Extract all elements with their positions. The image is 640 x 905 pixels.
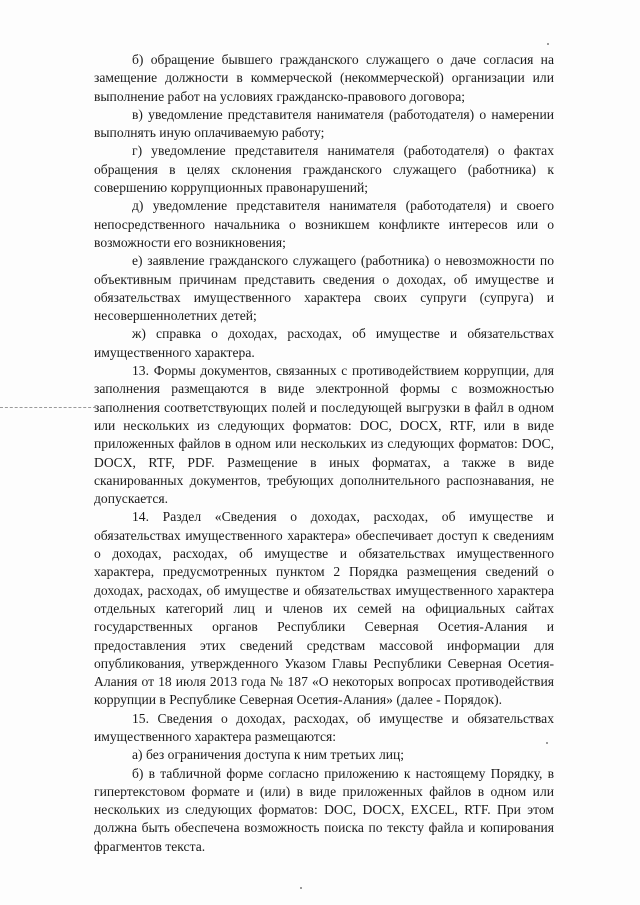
clause-13: 13. Формы документов, связанных с противодействием коррупции, для заполнения размещаются в виде электронной формы с возможностью заполнения соответствующих полей и последующей выгрузки в файл в одном или нескольких из следующих форматов: DOC, DOCX, RTF, или в виде приложенных файлов в одном или нескольких из следующих форматов: DOC, DOCX, RTF, PDF. Размещение в иных форматах, а также в виде сканированных документов, требующих дополнительного распознавания, не допускается. — [94, 363, 554, 507]
item-b-appeal: б) обращение бывшего гражданского служащего о даче согласия на замещение должности в коммерческой (некоммерческой) организации или выполнение работ на условиях гражданско-правового договора; — [94, 52, 554, 104]
clause-15-item-a: а) без ограничения доступа к ним третьих лиц; — [132, 747, 405, 763]
scan-artifact-line — [0, 407, 96, 408]
item-e-statement: е) заявление гражданского служащего (работника) о невозможности по объективным причинам представить сведения о доходах, об имуществе и обязательствах имущественного характера своих супруги (супруга) и несовершеннолетних детей; — [94, 253, 554, 324]
item-zh-certificate: ж) справка о доходах, расходах, об имуществе и обязательствах имущественного характера. — [94, 326, 554, 360]
clause-15: 15. Сведения о доходах, расходах, об имуществе и обязательствах имущественного характера размещаются: — [94, 710, 554, 744]
document-body — [94, 51, 554, 856]
scan-artifact-dot — [547, 43, 549, 45]
item-v-notice-other-work: в) уведомление представителя нанимателя (работодателя) о намерении выполнять иную оплачиваемую работу; — [94, 106, 554, 141]
scan-artifact-dot — [300, 887, 302, 889]
clause-15-item-b: б) в табличной форме согласно приложению к настоящему Порядку, в гипертекстовом формате и (или) в виде приложенных файлов в одном или нескольких из следующих форматов: DOC, DOCX, EXCEL, RTF. При этом должна быть обеспечена возможность поиска по тексту файла и копирования фрагментов текста. — [94, 765, 554, 854]
item-g-notice-corruption: г) уведомление представителя нанимателя (работодателя) о фактах обращения в целях склонения гражданского служащего (работника) к совершению коррупционных правонарушений; — [94, 143, 554, 196]
clause-14: 14. Раздел «Сведения о доходах, расходах, об имуществе и обязательствах имущественного характера» обеспечивает доступ к сведениям о доходах, расходах, об имуществе и обязательствах имущественного характера, предусмотренных пунктом 2 Порядка размещения сведений о доходах, расходах, об имуществе и обязательствах имущественного характера отдельных категорий лиц и членов их семей на официальных сайтах государственных органов Республики Северная Осетия-Алания и предоставления этих сведений средствам массовой информации для опубликования, утвержденного Указом Главы Республики Северная Осетия-Алания от 18 июля 2013 года № 187 «О некоторых вопросах противодействия коррупции в Республике Северная Осетия-Алания» (далее - Порядок). — [94, 509, 554, 708]
item-d-notice-conflict: д) уведомление представителя нанимателя (работодателя) и своего непосредственного начальника о возникшем конфликте интересов или о возможности его возникновения; — [94, 198, 554, 250]
